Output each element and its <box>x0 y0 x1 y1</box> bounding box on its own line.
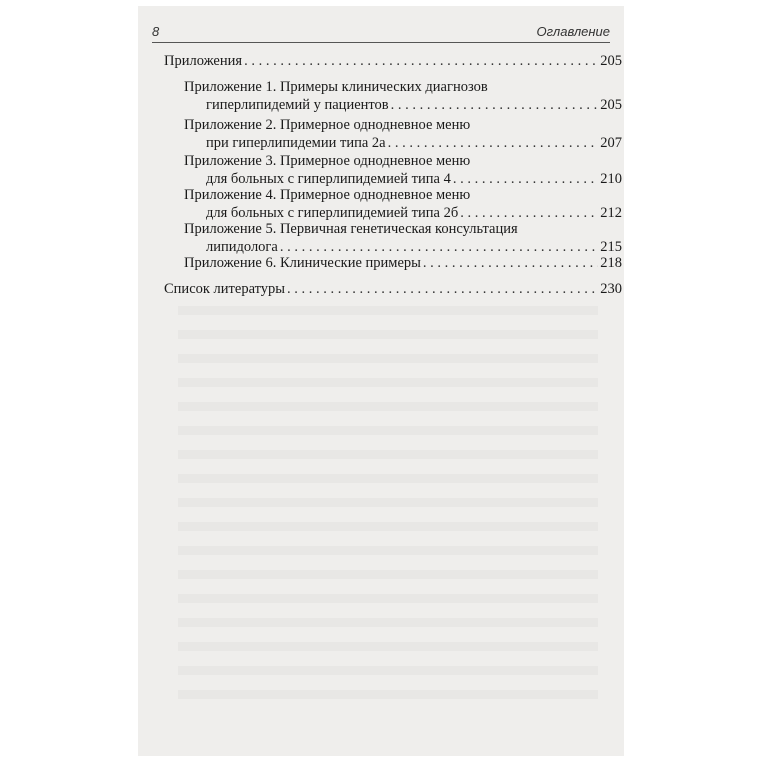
page-number: 8 <box>152 24 160 39</box>
toc-page-number: 210 <box>600 171 622 187</box>
page-header <box>152 20 610 43</box>
toc-entry-appendix-4[interactable] <box>184 186 622 222</box>
bleed-through-texture <box>178 306 598 706</box>
toc-entry-appendix-2[interactable] <box>184 116 622 152</box>
toc-entry-appendices[interactable] <box>164 52 622 70</box>
toc-entry-title: Приложение 5. Первичная генетическая консультация <box>184 221 518 237</box>
toc-entry-text: липидолога <box>206 239 278 255</box>
toc-entry-text: Приложение 6. Клинические примеры <box>184 255 421 271</box>
toc-entry-title: Приложение 3. Примерное однодневное меню <box>184 153 471 169</box>
toc-entry-title: Приложение 2. Примерное однодневное меню <box>184 117 471 133</box>
book-page <box>138 6 624 756</box>
toc-entry-title: Приложение 1. Примеры клинических диагнозов <box>184 79 488 95</box>
section-title: Оглавление <box>536 24 610 39</box>
toc-entry-appendix-1[interactable] <box>184 78 622 114</box>
toc-entry-title: Приложение 4. Примерное однодневное меню <box>184 187 471 203</box>
toc-entry-text: для больных с гиперлипидемией типа 2б <box>206 205 459 221</box>
toc-entry-text: Список литературы <box>164 281 286 297</box>
toc-entry-text: при гиперлипидемии типа 2а <box>206 135 386 151</box>
toc-entry-text: гиперлипидемий у пациентов <box>206 97 389 113</box>
toc-entry-appendix-6[interactable] <box>184 254 622 272</box>
toc-page-number: 230 <box>600 281 622 297</box>
leader-dots <box>388 134 599 152</box>
toc-entry-appendix-3[interactable] <box>184 152 622 188</box>
leader-dots <box>287 280 598 298</box>
leader-dots <box>244 52 598 70</box>
leader-dots <box>423 254 598 272</box>
toc-entry-text: Приложения <box>164 53 243 69</box>
toc-entry-appendix-5[interactable] <box>184 220 622 256</box>
toc-entry-text: для больных с гиперлипидемией типа 4 <box>206 171 451 187</box>
toc-page-number: 205 <box>600 97 622 113</box>
leader-dots <box>391 96 599 114</box>
toc-page-number: 215 <box>600 239 622 255</box>
toc-page-number: 218 <box>600 255 622 271</box>
toc-entry-references[interactable] <box>164 280 622 298</box>
toc-page-number: 212 <box>600 205 622 221</box>
toc-page-number: 207 <box>600 135 622 151</box>
toc-page-number: 205 <box>600 53 622 69</box>
